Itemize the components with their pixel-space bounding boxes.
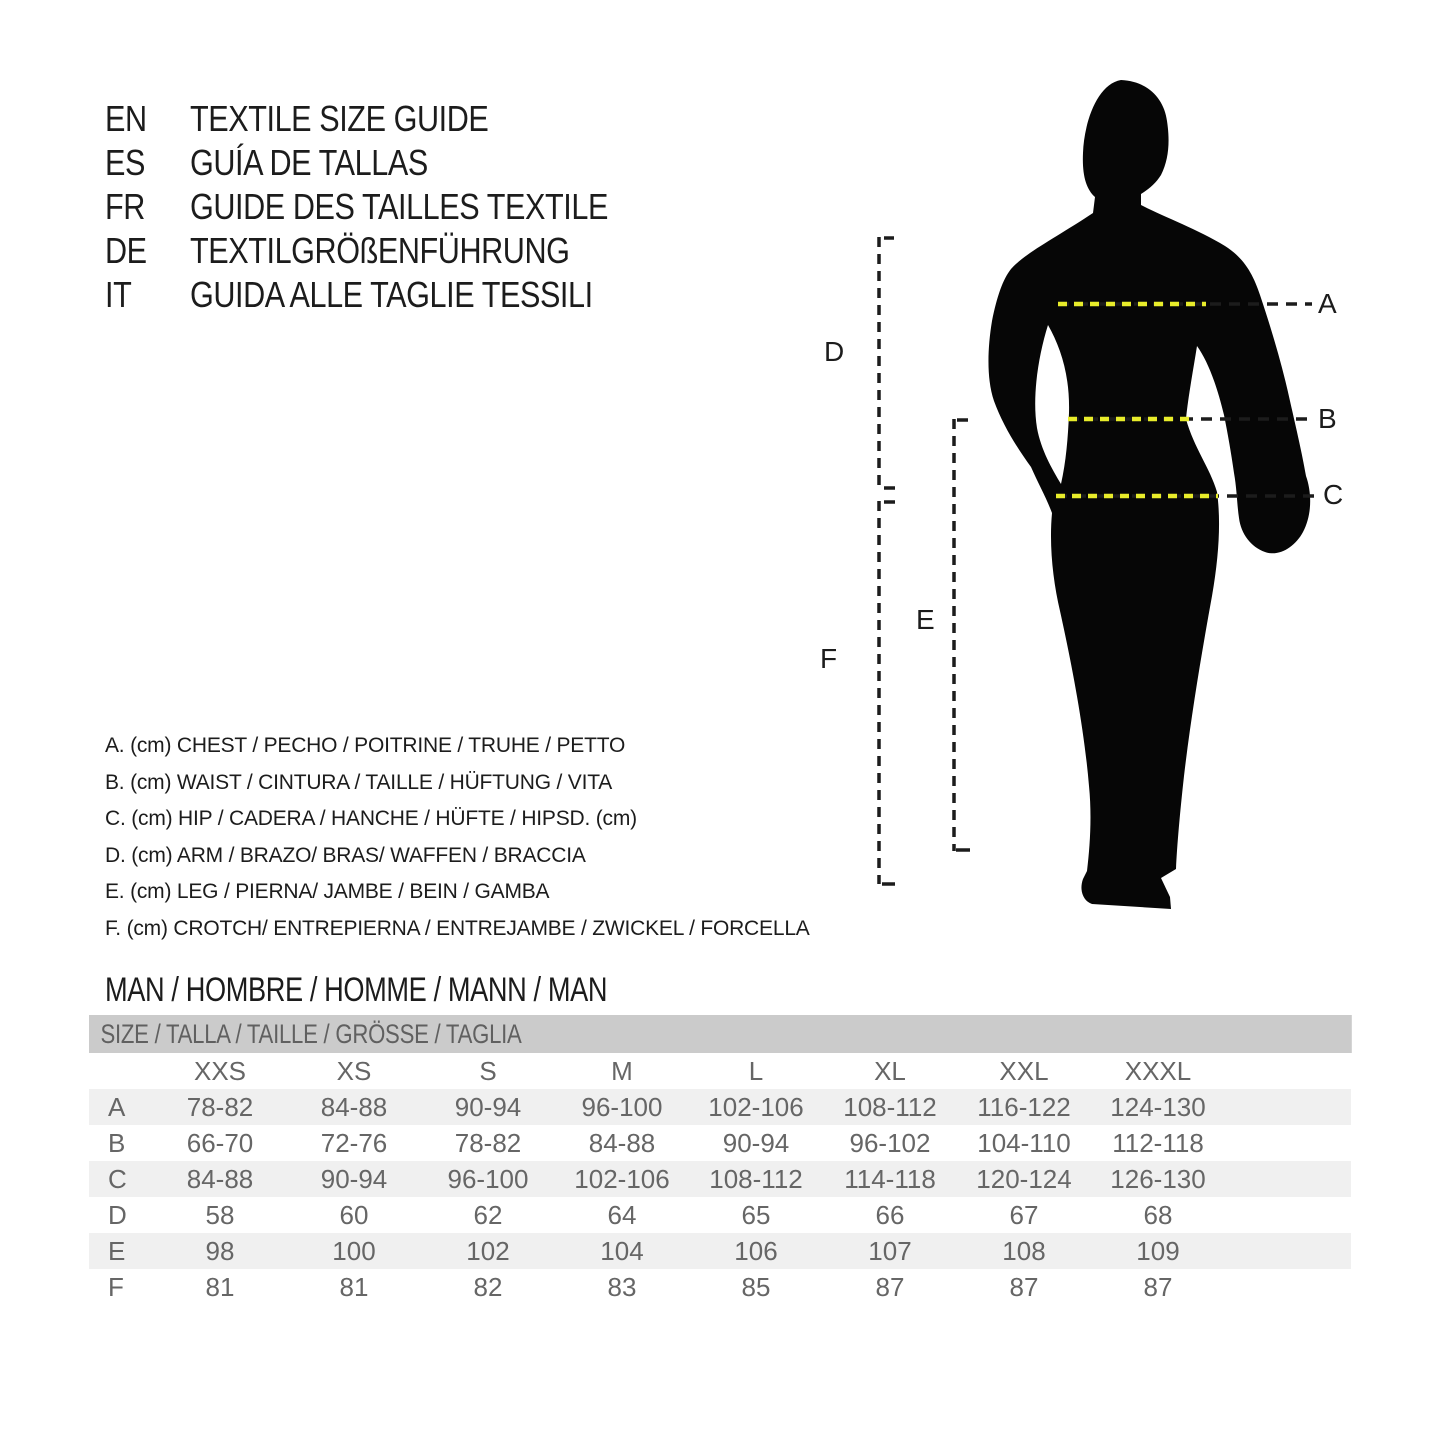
language-title: GUIDA ALLE TAGLIE TESSILI [190,274,593,315]
cell: 66 [875,1200,905,1230]
cell: 84-88 [320,1092,388,1122]
cell: 68 [1143,1200,1173,1230]
cell: 87 [875,1272,905,1302]
cell: 87 [1009,1272,1039,1302]
language-code: EN [105,98,147,139]
cell: 126-130 [1110,1164,1206,1194]
cell: 120-124 [976,1164,1072,1194]
cell: 58 [205,1200,235,1230]
cell: 66-70 [186,1128,254,1158]
cell: 112-118 [1112,1128,1204,1158]
measurement-line-b: B. (cm) WAIST / CINTURA / TAILLE / HÜFTUNG / VITA [105,770,613,794]
row-label: C [108,1164,127,1194]
size-table-header: SIZE / TALLA / TAILLE / GRÖSSE / TAGLIA [89,1015,1351,1053]
cell: 102 [466,1236,510,1266]
language-code: IT [105,274,132,315]
row-label: F [108,1272,124,1302]
cell: 90-94 [320,1164,388,1194]
cell: 67 [1009,1200,1039,1230]
language-code: ES [105,142,145,183]
cell: 65 [741,1200,771,1230]
cell: 96-102 [849,1128,931,1158]
figure-label-chest: A [1318,288,1337,319]
cell: 106 [734,1236,778,1266]
man-silhouette [988,80,1310,909]
measurement-line-e: E. (cm) LEG / PIERNA/ JAMBE / BEIN / GAMBA [105,880,550,903]
cell: 60 [339,1200,369,1230]
size-table-grid [89,1053,1351,1305]
crotch-line [879,501,895,884]
measurement-line-c: C. (cm) HIP / CADERA / HANCHE / HÜFTE / HIPSD. (cm) [105,807,637,830]
cell: 96-100 [447,1164,529,1194]
measurement-line-a: A. (cm) CHEST / PECHO / POITRINE / TRUHE / PETTO [105,734,626,757]
language-code: DE [105,230,147,271]
cell: 116-122 [977,1092,1071,1122]
cell: 81 [339,1272,369,1302]
gender-heading: MAN / HOMBRE / HOMME / MANN / MAN [105,971,608,1009]
cell: 104-110 [977,1128,1071,1158]
cell: 90-94 [454,1092,522,1122]
language-title: GUIDE DES TAILLES TEXTILE [190,186,608,227]
leg-line [954,419,970,851]
cell: 83 [607,1272,637,1302]
size-col-header: XXS [193,1056,247,1086]
size-col-header: XXL [999,1056,1049,1086]
cell: 90-94 [722,1128,790,1158]
figure-label-crotch: F [820,643,838,674]
cell: 102-106 [708,1092,804,1122]
cell: 62 [473,1200,503,1230]
table-row-arm [89,1197,1351,1233]
row-label: A [108,1092,126,1122]
cell: 78-82 [186,1092,254,1122]
cell: 104 [600,1236,644,1266]
figure-label-leg: E [916,604,935,635]
cell: 78-82 [454,1128,522,1158]
language-title: GUÍA DE TALLAS [190,142,428,183]
figure-label-arm: D [824,336,845,367]
figure-label-waist: B [1318,403,1337,434]
language-title: TEXTILGRÖßENFÜHRUNG [190,230,570,271]
size-header-row [89,1053,1351,1089]
size-table [89,1015,1351,1305]
cell: 98 [205,1236,235,1266]
cell: 84-88 [588,1128,656,1158]
size-col-header: L [748,1056,764,1086]
cell: 100 [332,1236,376,1266]
cell: 109 [1136,1236,1180,1266]
table-row-hip [89,1161,1351,1197]
size-col-header: XL [874,1056,906,1086]
cell: 96-100 [581,1092,663,1122]
cell: 85 [741,1272,771,1302]
size-col-header: M [611,1056,633,1086]
size-col-header: S [479,1056,497,1086]
cell: 108-112 [709,1164,803,1194]
language-title: TEXTILE SIZE GUIDE [190,98,489,139]
row-label: E [108,1236,126,1266]
cell: 108-112 [843,1092,937,1122]
cell: 72-76 [320,1128,388,1158]
cell: 87 [1143,1272,1173,1302]
cell: 107 [868,1236,912,1266]
row-label: B [108,1128,126,1158]
cell: 108 [1002,1236,1046,1266]
cell: 64 [607,1200,637,1230]
cell: 102-106 [574,1164,670,1194]
cell: 82 [473,1272,503,1302]
cell: 81 [205,1272,235,1302]
table-row-crotch [89,1269,1351,1305]
measurement-line-d: D. (cm) ARM / BRAZO/ BRAS/ WAFFEN / BRACCIA [105,843,586,867]
measurement-line-f: F. (cm) CROTCH/ ENTREPIERNA / ENTREJAMBE / ZWICKEL / FORCELLA [105,916,810,940]
cell: 84-88 [186,1164,254,1194]
figure-label-hip: C [1323,479,1344,510]
row-label: D [108,1200,127,1230]
table-row-chest [89,1089,1351,1125]
size-col-header: XXXL [1124,1056,1192,1086]
table-row-waist [89,1125,1351,1161]
arm-line [879,237,895,489]
table-row-leg [89,1233,1351,1269]
cell: 124-130 [1110,1092,1206,1122]
cell: 114-118 [844,1164,936,1194]
language-code: FR [105,186,145,227]
size-col-header: XS [336,1056,372,1086]
